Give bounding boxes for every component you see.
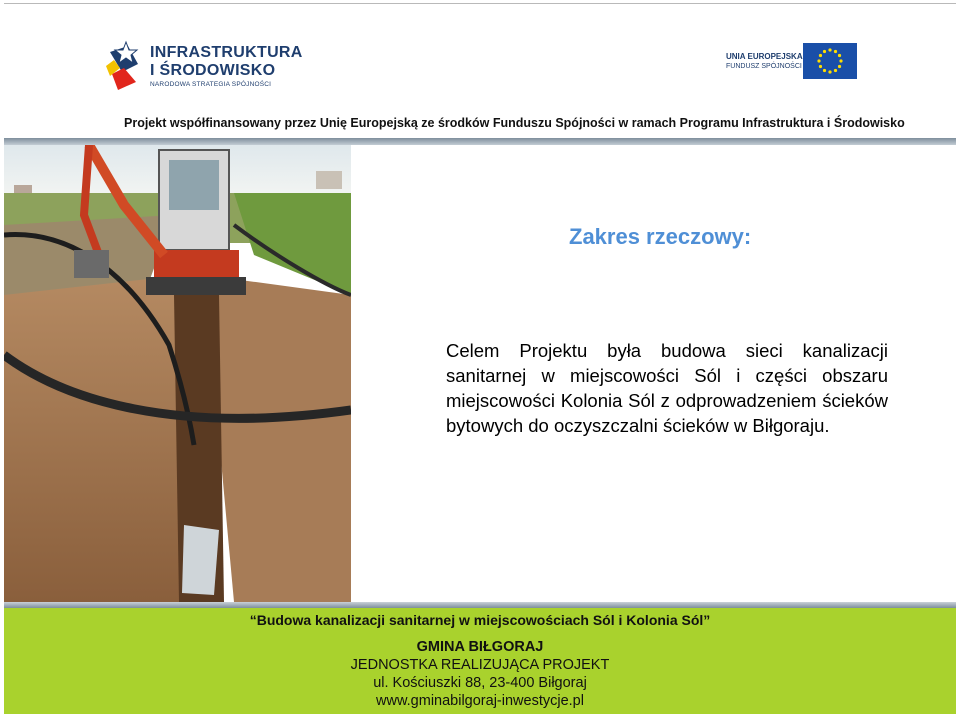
section-heading: Zakres rzeczowy: [569, 224, 752, 249]
footer-org: GMINA BIŁGORAJ [416, 639, 544, 655]
eu-star-icon [839, 59, 842, 62]
logo-left-line2: I ŚRODOWISKO [150, 62, 276, 79]
logo-unia-europejska [726, 43, 862, 83]
logo-right-line2: FUNDUSZ SPÓJNOŚCI [726, 63, 802, 70]
eu-star-icon [817, 59, 820, 62]
logo-left-line1: INFRASTRUKTURA [150, 44, 303, 61]
header-band [4, 138, 956, 145]
logo-left-line3: NARODOWA STRATEGIA SPÓJNOŚCI [150, 81, 272, 88]
footer-address: ul. Kościuszki 88, 23-400 Biłgoraj [373, 675, 587, 691]
eu-star-icon [828, 70, 831, 73]
footer-website[interactable]: www.gminabilgoraj-inwestycje.pl [376, 693, 584, 709]
eu-star-icon [823, 69, 826, 72]
eu-star-icon [834, 50, 837, 53]
top-rule [4, 3, 956, 4]
eu-flag-icon [803, 43, 857, 79]
excavator-trench-photo [4, 145, 351, 602]
eu-star-icon [838, 65, 841, 68]
logo-right-line1: UNIA EUROPEJSKA [726, 52, 803, 61]
project-scope-text: Celem Projektu była budowa sieci kanalizacji sanitarnej w miejscowości Sól i części obszaru miejscowości Kolonia Sól z odprowadzeniem ścieków bytowych do oczyszczalni ścieków w Biłgoraju. [446, 340, 888, 436]
footer-project-title: “Budowa kanalizacji sanitarnej w miejscowościach Sól i Kolonia Sól” [249, 612, 711, 628]
eu-star-icon [834, 69, 837, 72]
cofinancing-note: Projekt współfinansowany przez Unię Europejską ze środków Funduszu Spójności w ramach Programu Infrastruktura i Środowisko [124, 116, 905, 130]
eu-star-icon [828, 48, 831, 51]
eu-star-icon [823, 50, 826, 53]
footer-unit: JEDNOSTKA REALIZUJĄCA PROJEKT [350, 657, 610, 673]
logo-infrastruktura-srodowisko [104, 38, 304, 98]
eu-star-icon [819, 54, 822, 57]
eu-star-icon [838, 54, 841, 57]
footer [4, 608, 956, 714]
star-flag-icon [104, 38, 144, 94]
eu-star-icon [819, 65, 822, 68]
